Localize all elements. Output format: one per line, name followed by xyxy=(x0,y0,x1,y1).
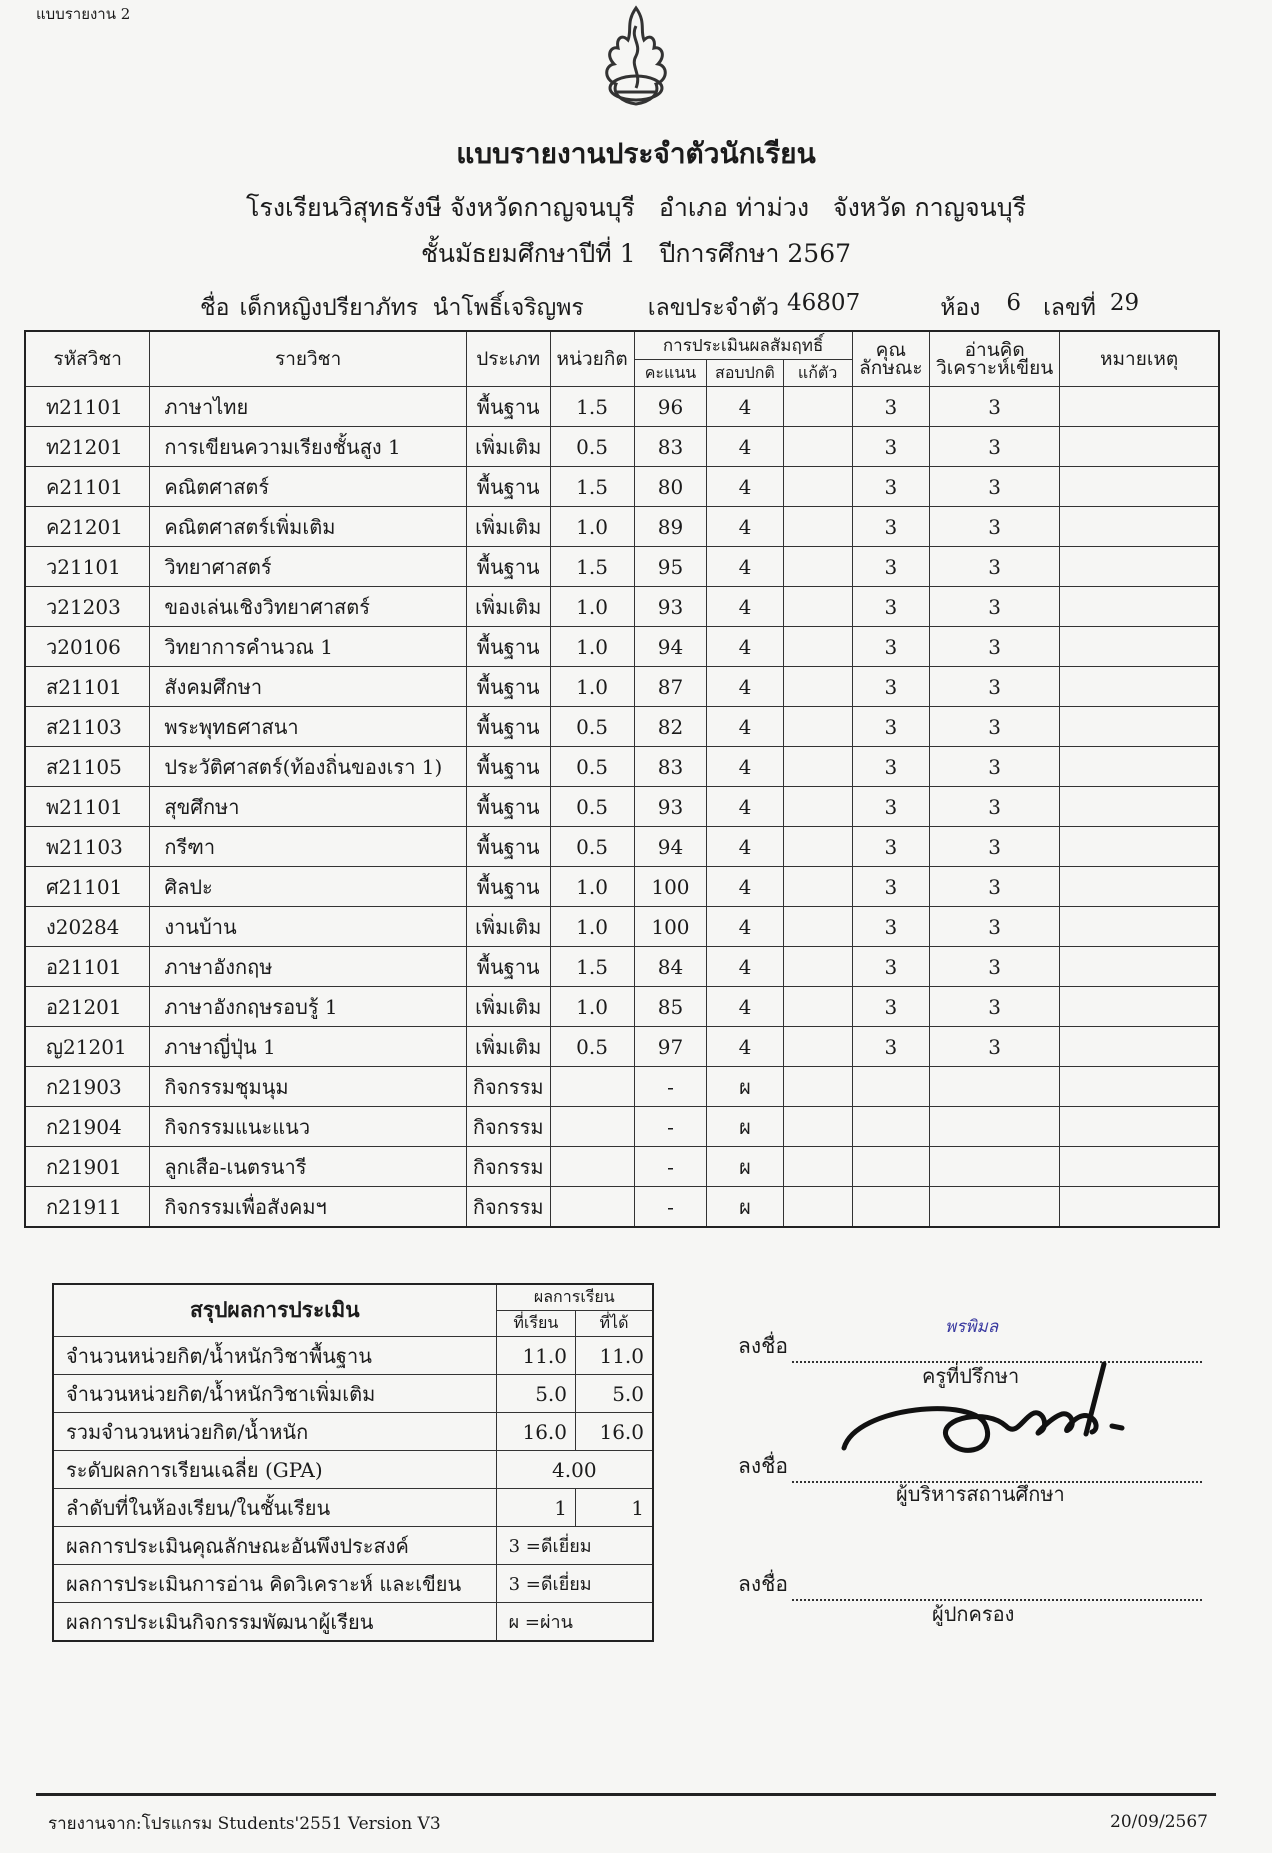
cell-normal: 4 xyxy=(707,907,783,947)
table-row xyxy=(25,1187,1219,1228)
cell-credit: 1.5 xyxy=(550,467,634,507)
cell-char xyxy=(852,1067,930,1107)
header-assessment: การประเมินผลสัมฤทธิ์ xyxy=(634,331,852,360)
header-characteristics: คุณ ลักษณะ xyxy=(852,331,930,387)
cell-credit: 0.5 xyxy=(550,427,634,467)
cell-type: พื้นฐาน xyxy=(466,827,550,867)
cell-subject: คณิตศาสตร์ xyxy=(150,467,467,507)
cell-code: ส21105 xyxy=(25,747,150,787)
header-type: ประเภท xyxy=(466,331,550,387)
rank-class: 1 xyxy=(576,1489,654,1527)
table-row xyxy=(25,387,1219,427)
cell-type: กิจกรรม xyxy=(466,1067,550,1107)
cell-subject: ลูกเสือ-เนตรนารี xyxy=(150,1147,467,1187)
table-row xyxy=(25,547,1219,587)
cell-type: พื้นฐาน xyxy=(466,787,550,827)
summary-title: สรุปผลการประเมิน xyxy=(53,1284,496,1337)
cell-score: 83 xyxy=(634,427,707,467)
cell-score: 100 xyxy=(634,907,707,947)
cell-read: 3 xyxy=(930,1027,1060,1067)
cell-score: 80 xyxy=(634,467,707,507)
cell-credit: 1.0 xyxy=(550,987,634,1027)
cell-score: 94 xyxy=(634,827,707,867)
room-number: 6 xyxy=(1006,290,1022,316)
cell-code: ง20284 xyxy=(25,907,150,947)
cell-normal: 4 xyxy=(707,547,783,587)
table-row xyxy=(25,1107,1219,1147)
cell-subject: สุขศึกษา xyxy=(150,787,467,827)
cell-credit xyxy=(550,1067,634,1107)
cell-code: ศ21101 xyxy=(25,867,150,907)
cell-code: ก21904 xyxy=(25,1107,150,1147)
table-row xyxy=(25,787,1219,827)
cell-read: 3 xyxy=(930,787,1060,827)
cell-retake xyxy=(783,947,852,987)
cell-retake xyxy=(783,1147,852,1187)
cell-remark xyxy=(1060,1027,1219,1067)
cell-retake xyxy=(783,427,852,467)
cell-type: กิจกรรม xyxy=(466,1147,550,1187)
cell-retake xyxy=(783,667,852,707)
cell-retake xyxy=(783,507,852,547)
header-credit: หน่วยกิต xyxy=(550,331,634,387)
cell-remark xyxy=(1060,1067,1219,1107)
cell-normal: 4 xyxy=(707,587,783,627)
cell-char: 3 xyxy=(852,987,930,1027)
cell-retake xyxy=(783,987,852,1027)
footer-source: รายงานจาก:โปรแกรม Students'2551 Version V3 xyxy=(48,1814,441,1834)
cell-char: 3 xyxy=(852,787,930,827)
cell-code: อ21201 xyxy=(25,987,150,1027)
cell-code: อ21101 xyxy=(25,947,150,987)
rank-label: ลำดับที่ในห้องเรียน/ในชั้นเรียน xyxy=(53,1489,496,1527)
cell-subject: ของเล่นเชิงวิทยาศาสตร์ xyxy=(150,587,467,627)
cell-credit xyxy=(550,1147,634,1187)
gpa-row xyxy=(53,1451,653,1489)
cell-score: - xyxy=(634,1107,707,1147)
table-row xyxy=(25,867,1219,907)
footer-date: 20/09/2567 xyxy=(1110,1812,1208,1832)
seat-label: เลขที่ xyxy=(1043,295,1096,321)
table-row xyxy=(25,907,1219,947)
cell-remark xyxy=(1060,587,1219,627)
table-row xyxy=(25,747,1219,787)
cell-normal: 4 xyxy=(707,867,783,907)
table-row xyxy=(25,947,1219,987)
cell-remark xyxy=(1060,387,1219,427)
characteristics-row: ผลการประเมินคุณลักษณะอันพึงประสงค์ 3 =ดีเยี่ยม xyxy=(53,1527,653,1565)
cell-code: ส21103 xyxy=(25,707,150,747)
cell-subject: คณิตศาสตร์เพิ่มเติม xyxy=(150,507,467,547)
cell-subject: กรีฑา xyxy=(150,827,467,867)
cell-type: พื้นฐาน xyxy=(466,747,550,787)
cell-subject: วิทยาศาสตร์ xyxy=(150,547,467,587)
header-code: รหัสวิชา xyxy=(25,331,150,387)
cell-credit: 1.0 xyxy=(550,867,634,907)
director-role: ผู้บริหารสถานศึกษา xyxy=(896,1482,1065,1506)
cell-read: 3 xyxy=(930,667,1060,707)
cell-code: ญ21201 xyxy=(25,1027,150,1067)
cell-char: 3 xyxy=(852,867,930,907)
reading-row: ผลการประเมินการอ่าน คิดวิเคราะห์ และเขียน 3 =ดีเยี่ยม xyxy=(53,1565,653,1603)
cell-score: 89 xyxy=(634,507,707,547)
cell-read: 3 xyxy=(930,747,1060,787)
cell-normal: 4 xyxy=(707,467,783,507)
cell-subject: ประวัติศาสตร์(ท้องถิ่นของเรา 1) xyxy=(150,747,467,787)
cell-score: 93 xyxy=(634,587,707,627)
cell-subject: งานบ้าน xyxy=(150,907,467,947)
cell-retake xyxy=(783,1187,852,1228)
cell-credit: 1.5 xyxy=(550,387,634,427)
student-id-label: เลขประจำตัว xyxy=(647,295,780,321)
header-score: คะแนน xyxy=(634,360,707,387)
cell-score: 87 xyxy=(634,667,707,707)
cell-score: 94 xyxy=(634,627,707,667)
cell-remark xyxy=(1060,667,1219,707)
header-retake: แก้ตัว xyxy=(783,360,852,387)
cell-credit: 0.5 xyxy=(550,1027,634,1067)
cell-normal: 4 xyxy=(707,507,783,547)
table-row xyxy=(25,707,1219,747)
gpa-value: 4.00 xyxy=(496,1451,653,1489)
table-row xyxy=(25,667,1219,707)
cell-remark xyxy=(1060,507,1219,547)
cell-char: 3 xyxy=(852,747,930,787)
cell-subject: การเขียนความเรียงชั้นสูง 1 xyxy=(150,427,467,467)
cell-type: พื้นฐาน xyxy=(466,547,550,587)
cell-char: 3 xyxy=(852,387,930,427)
cell-read: 3 xyxy=(930,387,1060,427)
cell-normal: 4 xyxy=(707,1027,783,1067)
cell-normal: 4 xyxy=(707,947,783,987)
cell-read xyxy=(930,1067,1060,1107)
cell-code: พ21101 xyxy=(25,787,150,827)
cell-credit: 1.0 xyxy=(550,507,634,547)
cell-read: 3 xyxy=(930,507,1060,547)
cell-retake xyxy=(783,1107,852,1147)
cell-char: 3 xyxy=(852,707,930,747)
cell-score: 95 xyxy=(634,547,707,587)
cell-type: พื้นฐาน xyxy=(466,627,550,667)
form-code: แบบรายงาน 2 xyxy=(36,5,131,23)
cell-remark xyxy=(1060,987,1219,1027)
summary-table xyxy=(52,1283,654,1642)
cell-normal: 4 xyxy=(707,747,783,787)
header-remark: หมายเหตุ xyxy=(1060,331,1219,387)
cell-retake xyxy=(783,627,852,667)
cell-code: พ21103 xyxy=(25,827,150,867)
cell-read xyxy=(930,1147,1060,1187)
cell-read xyxy=(930,1107,1060,1147)
director-signature-line: ลงชื่อ xyxy=(738,1450,1202,1483)
cell-score: 84 xyxy=(634,947,707,987)
cell-credit: 1.5 xyxy=(550,547,634,587)
cell-score: 93 xyxy=(634,787,707,827)
footer-divider xyxy=(36,1793,1216,1796)
summary-result-header: ผลการเรียน xyxy=(496,1284,653,1311)
cell-credit xyxy=(550,1187,634,1228)
cell-type: พื้นฐาน xyxy=(466,707,550,747)
cell-credit: 1.5 xyxy=(550,947,634,987)
cell-code: ค21101 xyxy=(25,467,150,507)
cell-code: ว21101 xyxy=(25,547,150,587)
cell-score: 100 xyxy=(634,867,707,907)
cell-credit: 1.0 xyxy=(550,587,634,627)
rank-room: 1 xyxy=(496,1489,575,1527)
cell-retake xyxy=(783,907,852,947)
cell-char xyxy=(852,1187,930,1228)
cell-normal: ผ xyxy=(707,1147,783,1187)
summary-row: จำนวนหน่วยกิต/น้ำหนักวิชาพื้นฐาน 11.0 11.0 xyxy=(53,1337,653,1375)
cell-read: 3 xyxy=(930,867,1060,907)
cell-remark xyxy=(1060,827,1219,867)
cell-char: 3 xyxy=(852,507,930,547)
activity-row: ผลการประเมินกิจกรรมพัฒนาผู้เรียน ผ =ผ่าน xyxy=(53,1603,653,1642)
cell-remark xyxy=(1060,787,1219,827)
cell-type: เพิ่มเติม xyxy=(466,427,550,467)
cell-normal: 4 xyxy=(707,827,783,867)
cell-normal: 4 xyxy=(707,987,783,1027)
cell-type: เพิ่มเติม xyxy=(466,507,550,547)
cell-retake xyxy=(783,747,852,787)
cell-code: ก21903 xyxy=(25,1067,150,1107)
cell-credit: 0.5 xyxy=(550,707,634,747)
cell-read: 3 xyxy=(930,587,1060,627)
rank-row xyxy=(53,1489,653,1527)
cell-read xyxy=(930,1187,1060,1228)
cell-normal: 4 xyxy=(707,787,783,827)
table-row xyxy=(25,1027,1219,1067)
cell-code: ส21101 xyxy=(25,667,150,707)
cell-retake xyxy=(783,587,852,627)
cell-subject: ภาษาไทย xyxy=(150,387,467,427)
cell-type: เพิ่มเติม xyxy=(466,907,550,947)
cell-retake xyxy=(783,387,852,427)
cell-score: 82 xyxy=(634,707,707,747)
cell-score: - xyxy=(634,1067,707,1107)
table-row xyxy=(25,587,1219,627)
table-row xyxy=(25,507,1219,547)
cell-remark xyxy=(1060,1107,1219,1147)
cell-type: เพิ่มเติม xyxy=(466,1027,550,1067)
room-label: ห้อง xyxy=(940,295,981,321)
cell-credit: 0.5 xyxy=(550,827,634,867)
cell-credit: 1.0 xyxy=(550,627,634,667)
cell-code: ว21203 xyxy=(25,587,150,627)
cell-read: 3 xyxy=(930,547,1060,587)
cell-char: 3 xyxy=(852,907,930,947)
table-row xyxy=(25,427,1219,467)
cell-subject: ศิลปะ xyxy=(150,867,467,907)
gpa-label: ระดับผลการเรียนเฉลี่ย (GPA) xyxy=(53,1451,496,1489)
cell-code: ก21911 xyxy=(25,1187,150,1228)
cell-read: 3 xyxy=(930,467,1060,507)
cell-retake xyxy=(783,787,852,827)
table-row xyxy=(25,1147,1219,1187)
student-id: 46807 xyxy=(787,290,861,316)
cell-type: เพิ่มเติม xyxy=(466,987,550,1027)
table-row xyxy=(25,627,1219,667)
cell-remark xyxy=(1060,907,1219,947)
cell-normal: 4 xyxy=(707,627,783,667)
cell-retake xyxy=(783,1027,852,1067)
cell-code: ท21201 xyxy=(25,427,150,467)
cell-score: 97 xyxy=(634,1027,707,1067)
cell-credit: 1.0 xyxy=(550,667,634,707)
cell-read: 3 xyxy=(930,907,1060,947)
cell-retake xyxy=(783,867,852,907)
cell-subject: สังคมศึกษา xyxy=(150,667,467,707)
cell-normal: 4 xyxy=(707,707,783,747)
cell-type: เพิ่มเติม xyxy=(466,587,550,627)
cell-retake xyxy=(783,707,852,747)
cell-type: พื้นฐาน xyxy=(466,387,550,427)
cell-read: 3 xyxy=(930,827,1060,867)
cell-credit: 0.5 xyxy=(550,747,634,787)
advisor-handwriting: พรพิมล xyxy=(945,1317,999,1337)
cell-char: 3 xyxy=(852,827,930,867)
cell-normal: 4 xyxy=(707,667,783,707)
table-row xyxy=(25,987,1219,1027)
cell-read: 3 xyxy=(930,707,1060,747)
summary-col-get: ที่ได้ xyxy=(576,1311,654,1337)
cell-subject: ภาษาอังกฤษ xyxy=(150,947,467,987)
cell-subject: ภาษาญี่ปุ่น 1 xyxy=(150,1027,467,1067)
summary-row: รวมจำนวนหน่วยกิต/น้ำหนัก 16.0 16.0 xyxy=(53,1413,653,1451)
cell-char: 3 xyxy=(852,1027,930,1067)
school-line: โรงเรียนวิสุทธรังษี จังหวัดกาญจนบุรี อำเภอ ท่าม่วง จังหวัด กาญจนบุรี xyxy=(245,193,1027,222)
header-normal-exam: สอบปกติ xyxy=(707,360,783,387)
student-info xyxy=(200,290,1139,326)
cell-remark xyxy=(1060,947,1219,987)
cell-remark xyxy=(1060,627,1219,667)
cell-char: 3 xyxy=(852,947,930,987)
cell-type: พื้นฐาน xyxy=(466,467,550,507)
cell-subject: กิจกรรมชุมนุม xyxy=(150,1067,467,1107)
cell-normal: ผ xyxy=(707,1067,783,1107)
cell-char xyxy=(852,1147,930,1187)
student-name: เด็กหญิงปรียาภัทร นำโพธิ์เจริญพร xyxy=(239,295,584,321)
cell-type: กิจกรรม xyxy=(466,1107,550,1147)
cell-char: 3 xyxy=(852,467,930,507)
summary-col-study: ที่เรียน xyxy=(496,1311,575,1337)
cell-code: ค21201 xyxy=(25,507,150,547)
cell-read: 3 xyxy=(930,427,1060,467)
cell-score: 83 xyxy=(634,747,707,787)
cell-remark xyxy=(1060,747,1219,787)
table-row xyxy=(25,827,1219,867)
cell-remark xyxy=(1060,1187,1219,1228)
cell-read: 3 xyxy=(930,627,1060,667)
cell-char: 3 xyxy=(852,547,930,587)
header-subject: รายวิชา xyxy=(150,331,467,387)
cell-remark xyxy=(1060,867,1219,907)
cell-score: 96 xyxy=(634,387,707,427)
cell-remark xyxy=(1060,1147,1219,1187)
cell-code: ท21101 xyxy=(25,387,150,427)
table-row xyxy=(25,467,1219,507)
cell-remark xyxy=(1060,427,1219,467)
table-row xyxy=(25,1067,1219,1107)
cell-type: พื้นฐาน xyxy=(466,867,550,907)
advisor-role: ครูที่ปรึกษา xyxy=(922,1364,1020,1388)
cell-remark xyxy=(1060,707,1219,747)
cell-type: พื้นฐาน xyxy=(466,947,550,987)
cell-code: ก21901 xyxy=(25,1147,150,1187)
cell-char: 3 xyxy=(852,427,930,467)
cell-retake xyxy=(783,467,852,507)
cell-code: ว20106 xyxy=(25,627,150,667)
cell-credit: 1.0 xyxy=(550,907,634,947)
cell-credit: 0.5 xyxy=(550,787,634,827)
summary-row: จำนวนหน่วยกิต/น้ำหนักวิชาเพิ่มเติม 5.0 5.0 xyxy=(53,1375,653,1413)
class-line: ชั้นมัธยมศึกษาปีที่ 1 ปีการศึกษา 2567 xyxy=(420,239,852,268)
report-title: แบบรายงานประจำตัวนักเรียน xyxy=(456,137,816,170)
cell-subject: วิทยาการคำนวณ 1 xyxy=(150,627,467,667)
name-label: ชื่อ xyxy=(200,295,230,321)
school-emblem-icon xyxy=(586,4,686,112)
cell-remark xyxy=(1060,467,1219,507)
cell-normal: 4 xyxy=(707,387,783,427)
cell-score: - xyxy=(634,1187,707,1228)
cell-subject: กิจกรรมเพื่อสังคมฯ xyxy=(150,1187,467,1228)
cell-char: 3 xyxy=(852,667,930,707)
cell-read: 3 xyxy=(930,947,1060,987)
cell-credit xyxy=(550,1107,634,1147)
cell-remark xyxy=(1060,547,1219,587)
cell-subject: ภาษาอังกฤษรอบรู้ 1 xyxy=(150,987,467,1027)
cell-char: 3 xyxy=(852,627,930,667)
cell-normal: ผ xyxy=(707,1187,783,1228)
cell-normal: 4 xyxy=(707,427,783,467)
cell-score: - xyxy=(634,1147,707,1187)
header-reading: อ่านคิด วิเคราะห์เขียน xyxy=(930,331,1060,387)
cell-subject: พระพุทธศาสนา xyxy=(150,707,467,747)
cell-read: 3 xyxy=(930,987,1060,1027)
cell-retake xyxy=(783,547,852,587)
cell-type: กิจกรรม xyxy=(466,1187,550,1228)
cell-retake xyxy=(783,1067,852,1107)
grades-table xyxy=(24,330,1220,1228)
cell-retake xyxy=(783,827,852,867)
parent-role: ผู้ปกครอง xyxy=(932,1602,1015,1626)
cell-char xyxy=(852,1107,930,1147)
cell-type: พื้นฐาน xyxy=(466,667,550,707)
cell-score: 85 xyxy=(634,987,707,1027)
cell-char: 3 xyxy=(852,587,930,627)
cell-normal: ผ xyxy=(707,1107,783,1147)
parent-signature-line: ลงชื่อ xyxy=(738,1568,1202,1601)
seat-number: 29 xyxy=(1109,290,1140,316)
cell-subject: กิจกรรมแนะแนว xyxy=(150,1107,467,1147)
advisor-signature-line: ลงชื่อ xyxy=(738,1330,1202,1363)
